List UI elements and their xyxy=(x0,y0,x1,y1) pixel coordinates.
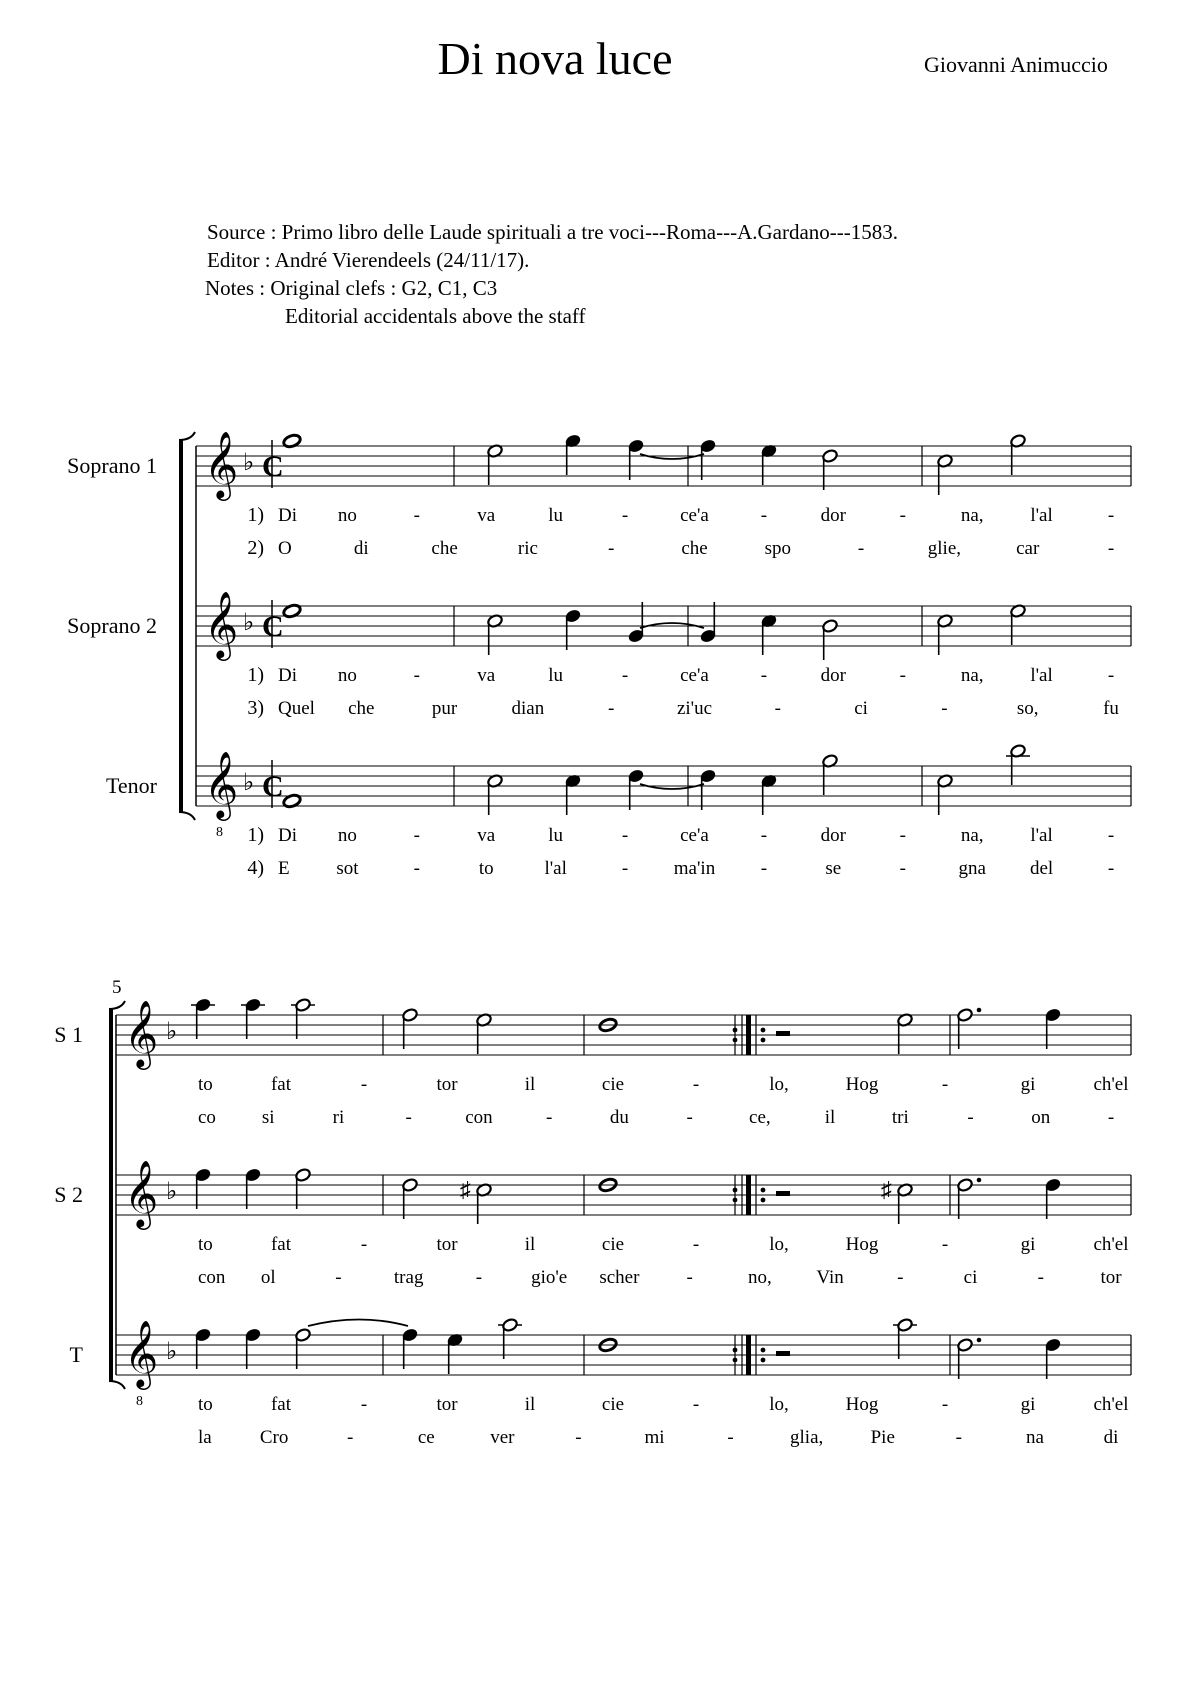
augmentation-dot xyxy=(977,1008,982,1013)
lyric-hyphen: - xyxy=(360,1074,368,1095)
augmentation-dot xyxy=(977,1338,982,1343)
lyric-syllable: trag xyxy=(393,1267,424,1288)
lyric-syllable: fat xyxy=(270,1234,292,1255)
note xyxy=(1006,744,1030,785)
rest-symbol xyxy=(776,1191,790,1196)
verse-number: 2) xyxy=(247,537,264,559)
lyric-syllable: mi xyxy=(644,1427,665,1448)
flat-key-signature-icon: ♭ xyxy=(243,610,255,636)
lyric-syllable: lu xyxy=(548,665,564,686)
lyric-syllable: l'al xyxy=(1030,825,1053,846)
note xyxy=(957,1008,982,1049)
lyric-syllable: so, xyxy=(1016,698,1039,719)
lyric-syllable: tri xyxy=(891,1107,909,1128)
verse-number: 4) xyxy=(247,857,264,879)
note xyxy=(957,1178,982,1219)
lyric-syllable: ri xyxy=(332,1107,345,1128)
instrument-name: Soprano 1 xyxy=(67,453,157,478)
bracket-hook xyxy=(109,1381,125,1389)
lyric-syllable: no xyxy=(337,825,357,846)
note xyxy=(1010,604,1027,645)
repeat-dot xyxy=(761,1038,766,1043)
lyric-hyphen: - xyxy=(899,858,906,879)
lyric-syllable: il xyxy=(524,1234,536,1255)
treble-clef-icon: 𝄞 xyxy=(124,1001,159,1066)
lyric-syllable: na, xyxy=(960,825,984,846)
note xyxy=(761,614,778,655)
lyric-hyphen: - xyxy=(405,1107,412,1128)
note xyxy=(822,449,839,490)
note xyxy=(893,1318,917,1359)
sharp-accidental: ♯ xyxy=(881,1177,892,1202)
lyric-hyphen: - xyxy=(413,665,420,686)
lyric-hyphen: - xyxy=(692,1394,700,1415)
lyric-hyphen: - xyxy=(899,665,906,686)
note xyxy=(937,454,954,495)
notes-line-2: Editorial accidentals above the staff xyxy=(285,304,586,328)
lyric-hyphen: - xyxy=(621,858,629,879)
lyric-syllable: va xyxy=(477,505,496,526)
cut-time-signature-icon: C xyxy=(262,610,284,643)
note xyxy=(487,444,504,485)
piece-title: Di nova luce xyxy=(437,33,673,84)
lyric-hyphen: - xyxy=(941,1234,949,1255)
note xyxy=(881,1177,913,1224)
bracket-hook xyxy=(179,812,195,820)
lyric-syllable: gi xyxy=(1020,1074,1036,1095)
lyric-syllable: ci xyxy=(854,698,868,719)
lyric-syllable: tor xyxy=(436,1394,458,1415)
lyric-hyphen: - xyxy=(545,1107,553,1128)
lyric-hyphen: - xyxy=(941,698,948,719)
repeat-barline-thick xyxy=(746,1015,751,1055)
composer-name: Giovanni Animuccio xyxy=(924,52,1108,77)
lyric-syllable: il xyxy=(524,1394,536,1415)
cut-time-signature-icon: C xyxy=(262,450,284,483)
lyric-syllable: gi xyxy=(1020,1394,1036,1415)
note xyxy=(628,602,645,643)
repeat-dot xyxy=(733,1188,738,1193)
lyric-syllable: fat xyxy=(270,1394,292,1415)
lyric-hyphen: - xyxy=(1107,505,1115,526)
note xyxy=(565,609,582,650)
note xyxy=(295,1168,312,1209)
lyric-syllable: di xyxy=(1103,1427,1119,1448)
lyric-syllable: ce, xyxy=(749,1107,771,1128)
note xyxy=(1010,434,1027,475)
lyric-hyphen: - xyxy=(413,505,420,526)
note xyxy=(195,1168,212,1209)
lyric-syllable: lo, xyxy=(769,1394,789,1415)
repeat-barline-thick xyxy=(746,1175,751,1215)
lyric-syllable: du xyxy=(609,1107,629,1128)
octave-marker: 8 xyxy=(136,1394,143,1409)
lyric-syllable: lo, xyxy=(769,1074,789,1095)
lyric-syllable: glia, xyxy=(790,1427,824,1448)
lyric-syllable: glie, xyxy=(927,538,962,559)
lyric-hyphen: - xyxy=(621,825,629,846)
lyric-syllable: che xyxy=(348,698,375,719)
lyric-hyphen: - xyxy=(621,665,629,686)
note xyxy=(402,1178,419,1219)
lyric-syllable: fu xyxy=(1103,698,1119,719)
treble-clef-icon: 𝄞 xyxy=(124,1161,159,1226)
lyric-syllable: Hog xyxy=(845,1074,879,1095)
lyric-syllable: na, xyxy=(960,505,984,526)
instrument-name: S 2 xyxy=(54,1182,83,1207)
lyric-hyphen: - xyxy=(760,825,768,846)
score-system xyxy=(109,1001,1131,1409)
rest-symbol xyxy=(776,1351,790,1356)
lyric-syllable: l'al xyxy=(544,858,567,879)
lyric-syllable: Di xyxy=(278,505,297,526)
lyric-hyphen: - xyxy=(1107,1107,1115,1128)
bracket-hook xyxy=(109,1001,125,1009)
note xyxy=(487,614,504,655)
note xyxy=(897,1013,914,1054)
note xyxy=(628,439,645,480)
lyric-hyphen: - xyxy=(575,1427,582,1448)
lyric-syllable: no xyxy=(337,665,357,686)
lyric-hyphen: - xyxy=(955,1427,962,1448)
repeat-dot xyxy=(733,1348,738,1353)
note xyxy=(476,1013,493,1054)
note xyxy=(565,774,582,815)
notes-line: Notes : Original clefs : G2, C1, C3 xyxy=(205,276,498,300)
lyric-hyphen: - xyxy=(621,505,629,526)
lyric-syllable: di xyxy=(353,538,369,559)
note xyxy=(402,1008,419,1049)
note xyxy=(822,754,839,795)
lyric-syllable: Hog xyxy=(845,1394,879,1415)
lyric-hyphen: - xyxy=(941,1074,949,1095)
lyric-syllable: l'al xyxy=(1030,665,1053,686)
lyric-hyphen: - xyxy=(686,1107,693,1128)
lyric-hyphen: - xyxy=(360,1234,368,1255)
lyric-hyphen: - xyxy=(475,1267,483,1288)
repeat-dot xyxy=(733,1038,738,1043)
lyric-hyphen: - xyxy=(360,1394,368,1415)
lyric-syllable: ce'a xyxy=(680,505,709,526)
lyric-syllable: dor xyxy=(820,825,846,846)
flat-key-signature-icon: ♭ xyxy=(243,770,255,796)
instrument-name: S 1 xyxy=(54,1022,83,1047)
note xyxy=(245,1328,262,1369)
lyric-syllable: con xyxy=(198,1267,226,1288)
note xyxy=(700,602,717,643)
lyric-syllable: tor xyxy=(436,1074,458,1095)
tie-slur xyxy=(308,1320,408,1327)
lyric-hyphen: - xyxy=(899,505,906,526)
lyric-syllable: ce xyxy=(417,1427,435,1448)
lyric-syllable: che xyxy=(681,538,708,559)
lyric-syllable: to xyxy=(198,1234,213,1255)
lyric-syllable: ce'a xyxy=(680,665,709,686)
lyric-syllable: dian xyxy=(511,698,545,719)
lyric-hyphen: - xyxy=(608,698,615,719)
lyric-syllable: tor xyxy=(436,1234,458,1255)
lyric-syllable: na xyxy=(1025,1427,1044,1448)
rest-symbol xyxy=(776,1031,790,1036)
cut-time-signature-icon: C xyxy=(262,770,284,803)
lyric-hyphen: - xyxy=(897,1267,904,1288)
flat-key-signature-icon: ♭ xyxy=(243,450,255,476)
instrument-name: T xyxy=(69,1342,83,1367)
lyric-syllable: ci xyxy=(963,1267,978,1288)
lyric-hyphen: - xyxy=(413,825,420,846)
lyric-syllable: gi xyxy=(1020,1234,1036,1255)
lyric-syllable: gio'e xyxy=(531,1267,568,1288)
verse-number: 1) xyxy=(247,824,264,846)
lyric-syllable: va xyxy=(477,825,496,846)
repeat-dot xyxy=(761,1358,766,1363)
lyric-syllable: gna xyxy=(958,858,986,879)
octave-marker: 8 xyxy=(216,825,223,840)
note xyxy=(498,1318,522,1359)
note xyxy=(700,769,717,810)
lyric-hyphen: - xyxy=(1037,1267,1044,1288)
lyric-hyphen: - xyxy=(335,1267,342,1288)
bracket-hook xyxy=(179,432,195,440)
repeat-dot xyxy=(733,1028,738,1033)
lyric-syllable: che xyxy=(431,538,458,559)
verse-number: 3) xyxy=(247,697,264,719)
lyric-syllable: si xyxy=(261,1107,275,1128)
lyric-hyphen: - xyxy=(760,505,768,526)
lyric-syllable: lo, xyxy=(769,1234,789,1255)
repeat-dot xyxy=(761,1028,766,1033)
lyric-syllable: Quel xyxy=(278,698,315,719)
lyric-syllable: spo xyxy=(764,538,792,559)
verse-number: 1) xyxy=(247,664,264,686)
treble-clef-icon: 𝄞 xyxy=(124,1321,159,1386)
lyric-syllable: to xyxy=(478,858,494,879)
lyric-syllable: no, xyxy=(747,1267,772,1288)
lyric-syllable: to xyxy=(198,1394,213,1415)
lyric-syllable: co xyxy=(198,1107,216,1128)
repeat-dot xyxy=(733,1198,738,1203)
lyric-syllable: zi'uc xyxy=(676,698,713,719)
lyric-syllable: sot xyxy=(336,858,359,879)
repeat-dot xyxy=(733,1358,738,1363)
measure-number: 5 xyxy=(112,977,122,998)
note xyxy=(447,1333,464,1374)
lyric-syllable: se xyxy=(825,858,842,879)
repeat-dot xyxy=(761,1188,766,1193)
lyric-syllable: fat xyxy=(270,1074,292,1095)
note xyxy=(761,774,778,815)
lyric-syllable: to xyxy=(198,1074,213,1095)
note xyxy=(295,1328,312,1369)
note xyxy=(241,998,265,1039)
lyric-syllable: dor xyxy=(820,505,846,526)
lyric-syllable: lu xyxy=(548,825,564,846)
note xyxy=(565,434,582,475)
lyric-hyphen: - xyxy=(413,858,420,879)
note xyxy=(957,1338,982,1379)
lyric-syllable: ric xyxy=(517,538,538,559)
augmentation-dot xyxy=(977,1178,982,1183)
note xyxy=(245,1168,262,1209)
lyric-syllable: cie xyxy=(601,1394,625,1415)
flat-key-signature-icon: ♭ xyxy=(166,1339,178,1365)
lyric-hyphen: - xyxy=(608,538,615,559)
note xyxy=(195,1328,212,1369)
lyric-syllable: va xyxy=(477,665,496,686)
note xyxy=(700,439,717,480)
lyric-hyphen: - xyxy=(760,858,768,879)
lyric-syllable: Hog xyxy=(845,1234,879,1255)
lyric-syllable: cie xyxy=(601,1234,625,1255)
lyric-syllable: car xyxy=(1016,538,1040,559)
lyric-hyphen: - xyxy=(1107,538,1115,559)
lyric-syllable: ol xyxy=(260,1267,276,1288)
note xyxy=(1045,1008,1062,1049)
lyric-hyphen: - xyxy=(899,825,906,846)
lyric-hyphen: - xyxy=(774,698,781,719)
lyric-syllable: no xyxy=(337,505,357,526)
lyric-hyphen: - xyxy=(1107,665,1115,686)
treble-clef-icon: 𝄞 xyxy=(204,592,239,657)
editor-line: Editor : André Vierendeels (24/11/17). xyxy=(207,248,530,272)
lyric-syllable: lu xyxy=(548,505,564,526)
lyric-syllable: il xyxy=(524,1074,536,1095)
lyric-hyphen: - xyxy=(967,1107,974,1128)
verse-number: 1) xyxy=(247,504,264,526)
lyric-syllable: la xyxy=(198,1427,212,1448)
lyric-syllable: scher xyxy=(599,1267,640,1288)
instrument-name: Soprano 2 xyxy=(67,613,157,638)
flat-key-signature-icon: ♭ xyxy=(166,1019,178,1045)
lyric-syllable: Pie xyxy=(870,1427,895,1448)
treble-clef-icon: 𝄞 xyxy=(204,432,239,497)
lyric-syllable: dor xyxy=(820,665,846,686)
note xyxy=(487,774,504,815)
sharp-accidental: ♯ xyxy=(460,1177,471,1202)
note xyxy=(628,769,645,810)
note xyxy=(291,998,315,1039)
lyric-syllable: ch'el xyxy=(1093,1234,1129,1255)
lyric-syllable: Cro xyxy=(259,1427,289,1448)
note xyxy=(191,998,215,1039)
lyric-hyphen: - xyxy=(692,1234,700,1255)
lyric-hyphen: - xyxy=(1107,825,1115,846)
lyric-syllable: ma'in xyxy=(673,858,716,879)
lyric-syllable: pur xyxy=(431,698,458,719)
lyric-hyphen: - xyxy=(760,665,768,686)
lyric-hyphen: - xyxy=(347,1427,354,1448)
lyric-syllable: on xyxy=(1031,1107,1051,1128)
lyric-syllable: con xyxy=(465,1107,493,1128)
lyric-syllable: E xyxy=(278,858,290,879)
note xyxy=(1045,1338,1062,1379)
lyric-syllable: ch'el xyxy=(1093,1394,1129,1415)
lyric-syllable: tor xyxy=(1100,1267,1122,1288)
lyric-hyphen: - xyxy=(727,1427,734,1448)
note xyxy=(761,444,778,485)
lyric-syllable: l'al xyxy=(1030,505,1053,526)
repeat-dot xyxy=(761,1198,766,1203)
repeat-barline-thick xyxy=(746,1335,751,1375)
lyric-hyphen: - xyxy=(692,1074,700,1095)
lyric-syllable: Di xyxy=(278,665,297,686)
score-system xyxy=(179,432,1131,840)
lyric-syllable: Vin xyxy=(816,1267,844,1288)
source-line: Source : Primo libro delle Laude spirituali a tre voci---Roma---A.Gardano---1583. xyxy=(207,220,899,244)
instrument-name: Tenor xyxy=(106,773,157,798)
lyric-syllable: Di xyxy=(278,825,297,846)
lyric-hyphen: - xyxy=(1107,858,1115,879)
lyric-syllable: ver xyxy=(490,1427,515,1448)
lyric-syllable: il xyxy=(824,1107,836,1128)
note xyxy=(460,1177,492,1224)
lyric-syllable: del xyxy=(1029,858,1054,879)
note xyxy=(822,619,839,660)
lyric-syllable: cie xyxy=(601,1074,625,1095)
note xyxy=(1045,1178,1062,1219)
lyric-syllable: na, xyxy=(960,665,984,686)
repeat-dot xyxy=(761,1348,766,1353)
flat-key-signature-icon: ♭ xyxy=(166,1179,178,1205)
note xyxy=(402,1328,419,1369)
note xyxy=(937,774,954,815)
lyric-syllable: ce'a xyxy=(680,825,709,846)
treble-clef-icon: 𝄞 xyxy=(204,752,239,817)
lyric-hyphen: - xyxy=(686,1267,693,1288)
lyric-syllable: ch'el xyxy=(1093,1074,1129,1095)
lyric-hyphen: - xyxy=(941,1394,949,1415)
lyric-syllable: O xyxy=(278,538,292,559)
note xyxy=(937,614,954,655)
lyric-hyphen: - xyxy=(857,538,865,559)
